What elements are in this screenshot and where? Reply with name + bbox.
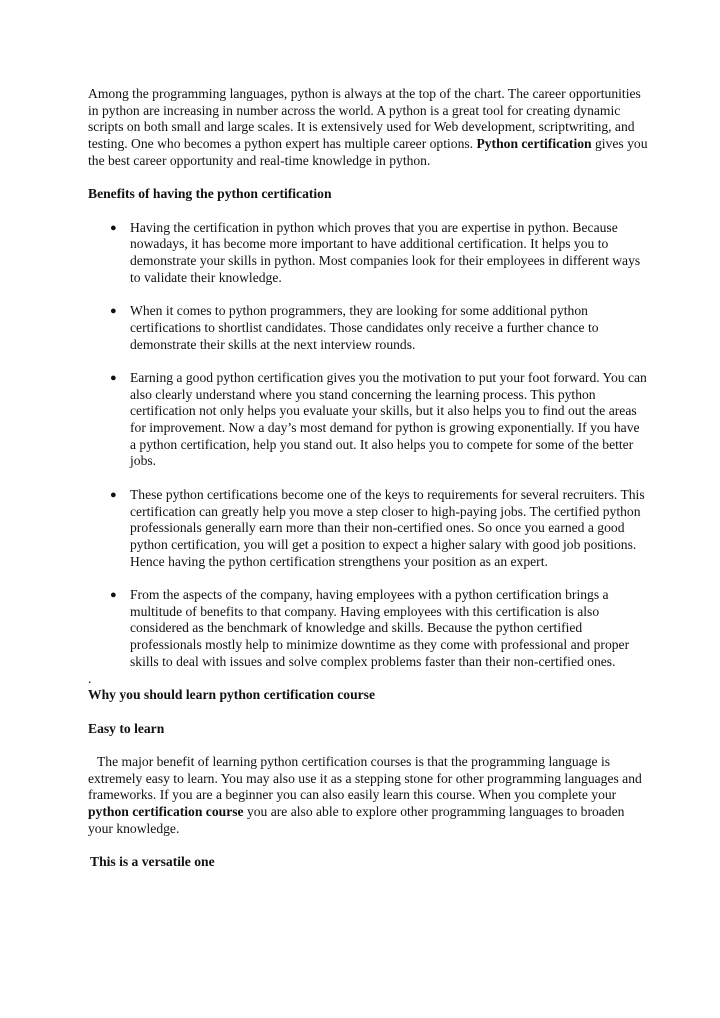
list-item bbox=[88, 303, 648, 353]
list-item bbox=[88, 370, 648, 470]
intro-text-start: Among the programming languages, python is always at the top of the chart. The career opportunities in python are increasing in number across the world. A python is a great tool for creating dynamic scripts on both small and large scales. It is extensively used for Web development, scriptwriting, and testing. One who becomes a python expert has multiple career options. bbox=[88, 86, 641, 152]
bullet-icon: ● bbox=[110, 589, 117, 601]
benefits-list bbox=[88, 220, 648, 671]
list-item-text: These python certifications become one of the keys to requirements for several recruiters. This certification can greatly help you move a step closer to high-paying jobs. The certified python professionals generally earn more than their non-certified ones. So once you earned a good python certification, you will get a position to expect a higher salary with good job positions. Hence having the python certification strengthens your position as an expert. bbox=[130, 486, 645, 569]
why-heading: Why you should learn python certification course bbox=[88, 687, 375, 703]
bullet-icon: ● bbox=[110, 488, 117, 501]
intro-bold-term: Python certification bbox=[476, 136, 592, 152]
easy-bold-term: python certification course bbox=[88, 804, 244, 820]
easy-text-start: The major benefit of learning python certification courses is that the programming language is extremely easy to learn. You may also use it as a stepping stone for other programming languages and frameworks. If you are a beginner you can also easily learn this course. When you complete your bbox=[88, 753, 642, 803]
easy-text-end: you are also able to explore other programming languages to broaden your knowledge. bbox=[88, 804, 625, 836]
list-item bbox=[88, 587, 648, 671]
benefits-heading: Benefits of having the python certification bbox=[88, 186, 332, 202]
document-page bbox=[88, 86, 648, 871]
stray-dot: . bbox=[88, 670, 92, 686]
versatile-heading: This is a versatile one bbox=[90, 854, 215, 870]
list-item bbox=[88, 220, 648, 287]
bullet-icon: ● bbox=[110, 371, 117, 384]
list-item-text: When it comes to python programmers, they are looking for some additional python certifications to shortlist candidates. Those candidates only receive a further chance to demonstrate their skills at the next interview rounds. bbox=[130, 303, 599, 352]
easy-heading: Easy to learn bbox=[88, 720, 165, 736]
list-item-text: Earning a good python certification gives you the motivation to put your foot forward. You can also clearly understand where you stand concerning the learning process. This python certification not only helps you evaluate your skills, but it also helps you to find out the areas for improvement. Now a day’s most demand for python is growing exponentially. If you have a python certification, help you stand out. It also helps you to compete for some of the better jobs. bbox=[130, 369, 647, 469]
bullet-icon: ● bbox=[110, 305, 117, 318]
list-item-text: From the aspects of the company, having employees with a python certification brings a multitude of benefits to that company. Having employees with this certification is also considered as the benchmark of knowledge and skills. Because the python certified professionals mostly help to minimize downtime as they come with professional and proper skills to deal with issues and solve complex problems faster than their non-certified ones. bbox=[130, 587, 630, 669]
list-item bbox=[88, 487, 648, 571]
intro-paragraph bbox=[88, 86, 648, 170]
intro-text-end: gives you the best career opportunity and real-time knowledge in python. bbox=[88, 136, 648, 168]
list-item-text: Having the certification in python which proves that you are expertise in python. Because nowadays, it has become more important to have additional certification. It helps you to demonstrate your skills in python. Most companies look for their employees in different ways to validate their knowledge. bbox=[130, 219, 641, 285]
bullet-icon: ● bbox=[110, 221, 117, 234]
easy-paragraph bbox=[88, 754, 648, 838]
